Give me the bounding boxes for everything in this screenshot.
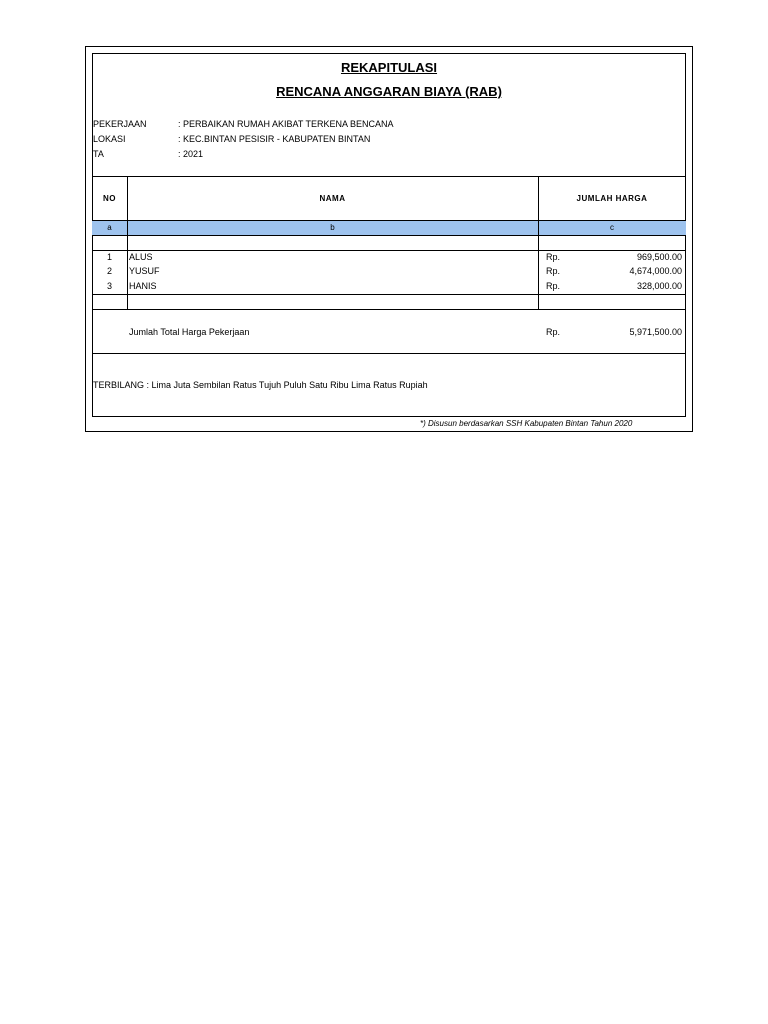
total-currency: Rp. [546,327,561,337]
row-nama: YUSUF [129,266,160,276]
row-no: 3 [106,281,112,291]
row-currency: Rp. [546,281,561,291]
index-c: c [610,223,614,232]
info-value: : KEC.BINTAN PESISIR - KABUPATEN BINTAN [178,134,371,144]
document-title: REKAPITULASI [340,60,438,75]
header-nama: NAMA [319,194,346,203]
index-bottom-line [92,235,686,236]
header-no: NO [103,194,116,203]
footnote: *) Disusun berdasarkan SSH Kabupaten Bintan Tahun 2020 [420,419,633,428]
row-amount: 328,000.00 [636,281,682,291]
header-bottom-line [92,220,686,221]
info-label: TA [93,149,104,159]
row-no: 2 [106,266,112,276]
total-bottom-line [92,353,686,354]
row-currency: Rp. [546,266,561,276]
row-line [92,294,686,295]
header-jumlah-harga: JUMLAH HARGA [576,194,648,203]
total-amount: 5,971,500.00 [629,327,682,337]
table-top-line [92,176,686,177]
row-currency: Rp. [546,252,561,262]
info-value: : 2021 [178,149,204,159]
document-subtitle: RENCANA ANGGARAN BIAYA (RAB) [276,84,502,99]
info-label: PEKERJAAN [93,119,147,129]
info-label: LOKASI [93,134,126,144]
row-amount: 969,500.00 [636,252,682,262]
index-b: b [330,223,335,232]
info-value: : PERBAIKAN RUMAH AKIBAT TERKENA BENCANA [178,119,394,129]
row-amount: 4,674,000.00 [629,266,682,276]
total-label: Jumlah Total Harga Pekerjaan [129,327,250,337]
row-nama: HANIS [129,281,157,291]
row-line [92,250,686,251]
terbilang-text: TERBILANG : Lima Juta Sembilan Ratus Tujuh Puluh Satu Ribu Lima Ratus Rupiah [93,380,428,390]
row-line [92,309,686,310]
row-nama: ALUS [129,252,153,262]
row-no: 1 [106,252,112,262]
index-a: a [107,223,112,232]
